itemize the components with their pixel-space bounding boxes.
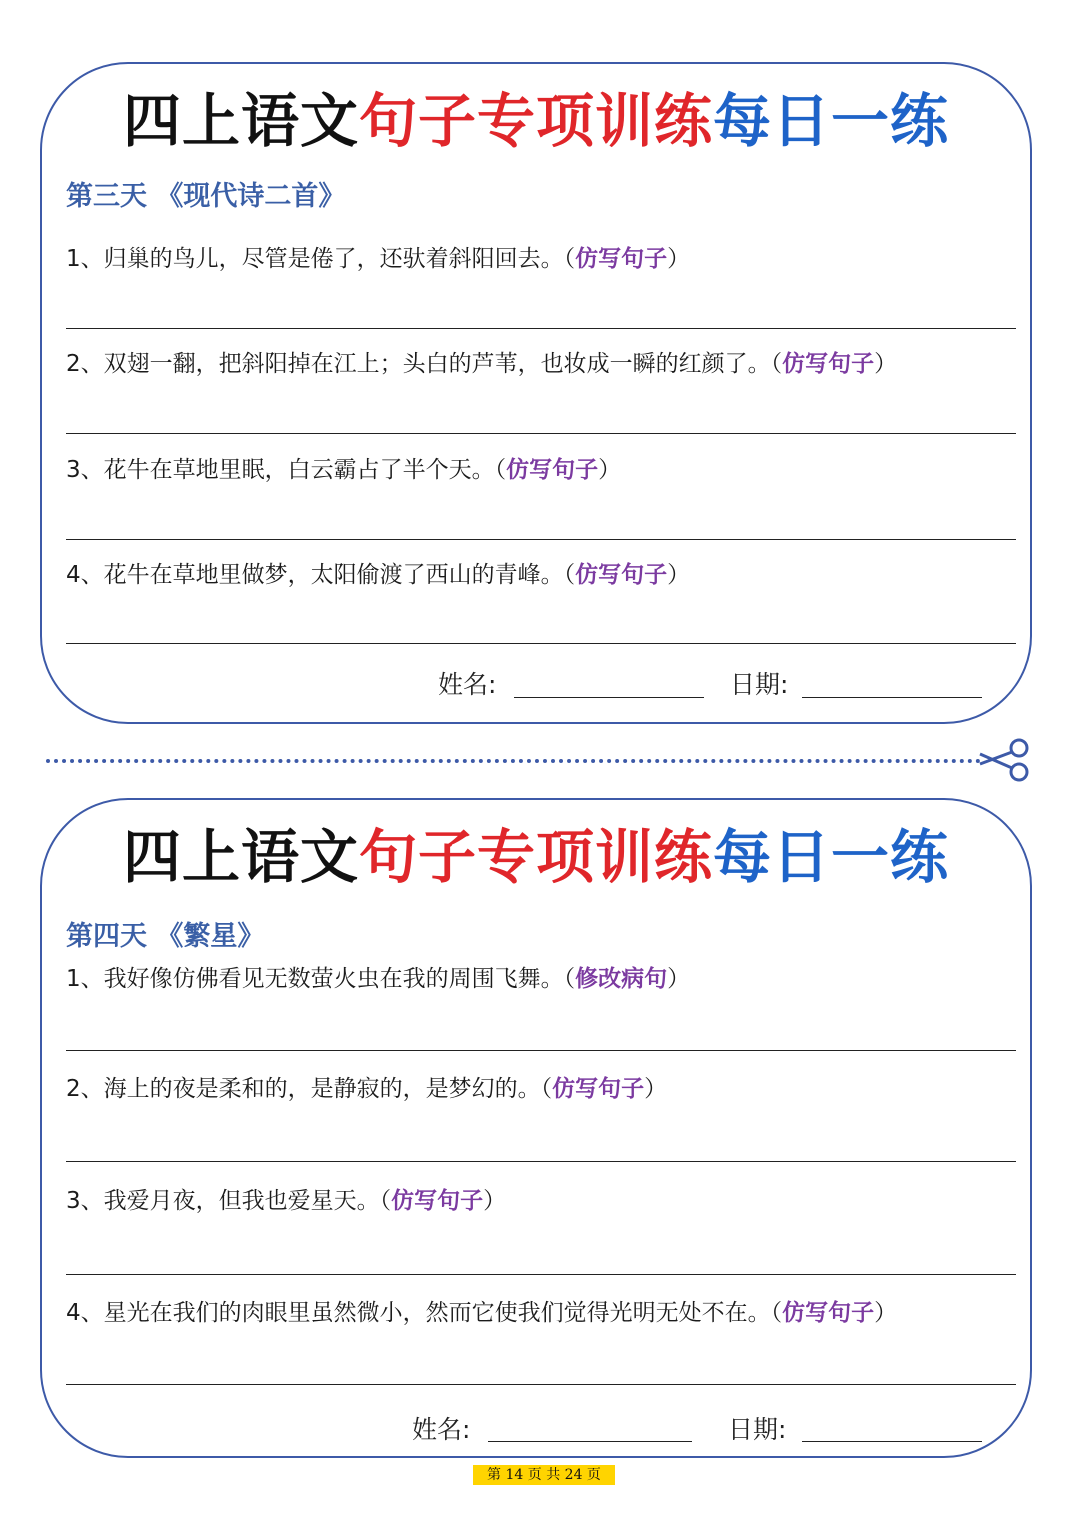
name-blank[interactable] [488,1441,692,1442]
question-text: 3、花牛在草地里眠，白云霸占了半个天。（ [66,457,507,483]
question-tag: 仿写句子 [552,1076,645,1102]
question-close: ） [874,1300,898,1326]
question-close: ） [667,966,691,992]
question-close: ） [644,1076,668,1102]
question-4 [66,1294,897,1327]
worksheet-day4 [40,798,1032,1458]
question-tag: 仿写句子 [391,1188,484,1214]
name-label: 姓名: [438,670,497,699]
day-heading: 第四天 《繁星》 [66,921,265,952]
day-heading: 第三天 《现代诗二首》 [66,181,346,212]
title-part-black: 四上语文 [122,823,359,891]
question-3 [66,451,621,484]
worksheet-title [42,822,1030,892]
question-close: ） [598,457,622,483]
answer-line-2[interactable] [66,1161,1016,1162]
worksheet-title [42,86,1030,156]
question-text: 2、双翅一翻，把斜阳掉在江上；头白的芦苇，也妆成一瞬的红颜了。（ [66,351,783,377]
page-number: 第 14 页 共 24 页 [473,1465,615,1485]
answer-line-4[interactable] [66,643,1016,644]
date-blank[interactable] [802,1441,982,1442]
question-tag: 仿写句子 [782,351,875,377]
question-1 [66,960,690,993]
question-close: ） [874,351,898,377]
question-close: ） [667,562,691,588]
question-tag: 仿写句子 [782,1300,875,1326]
question-text: 2、海上的夜是柔和的，是静寂的，是梦幻的。（ [66,1076,553,1102]
question-2 [66,1070,667,1103]
question-text: 3、我爱月夜，但我也爱星天。（ [66,1188,392,1214]
date-label: 日期: [728,1415,787,1444]
question-3 [66,1182,506,1215]
cut-line [46,759,981,763]
question-close: ） [667,246,691,272]
title-part-red: 句子专项训练 [358,823,713,891]
question-text: 1、我好像仿佛看见无数萤火虫在我的周围飞舞。（ [66,966,576,992]
question-tag: 仿写句子 [575,562,668,588]
title-part-red: 句子专项训练 [358,87,713,155]
question-4 [66,556,690,589]
date-blank[interactable] [802,697,982,698]
question-text: 4、星光在我们的肉眼里虽然微小，然而它使我们觉得光明无处不在。（ [66,1300,783,1326]
answer-line-3[interactable] [66,1274,1016,1275]
question-text: 4、花牛在草地里做梦，太阳偷渡了西山的青峰。（ [66,562,576,588]
answer-line-1[interactable] [66,1050,1016,1051]
question-2 [66,345,897,378]
title-part-blue: 每日一练 [713,87,950,155]
answer-line-1[interactable] [66,328,1016,329]
answer-line-3[interactable] [66,539,1016,540]
answer-line-4[interactable] [66,1384,1016,1385]
scissors-icon [976,734,1032,784]
question-tag: 仿写句子 [506,457,599,483]
question-close: ） [483,1188,507,1214]
date-label: 日期: [730,670,789,699]
question-text: 1、归巢的鸟儿，尽管是倦了，还驮着斜阳回去。（ [66,246,576,272]
answer-line-2[interactable] [66,433,1016,434]
title-part-black: 四上语文 [122,87,359,155]
question-tag: 修改病句 [575,966,668,992]
question-1 [66,240,690,273]
name-blank[interactable] [514,697,704,698]
worksheet-day3 [40,62,1032,724]
title-part-blue: 每日一练 [713,823,950,891]
name-label: 姓名: [412,1415,471,1444]
question-tag: 仿写句子 [575,246,668,272]
